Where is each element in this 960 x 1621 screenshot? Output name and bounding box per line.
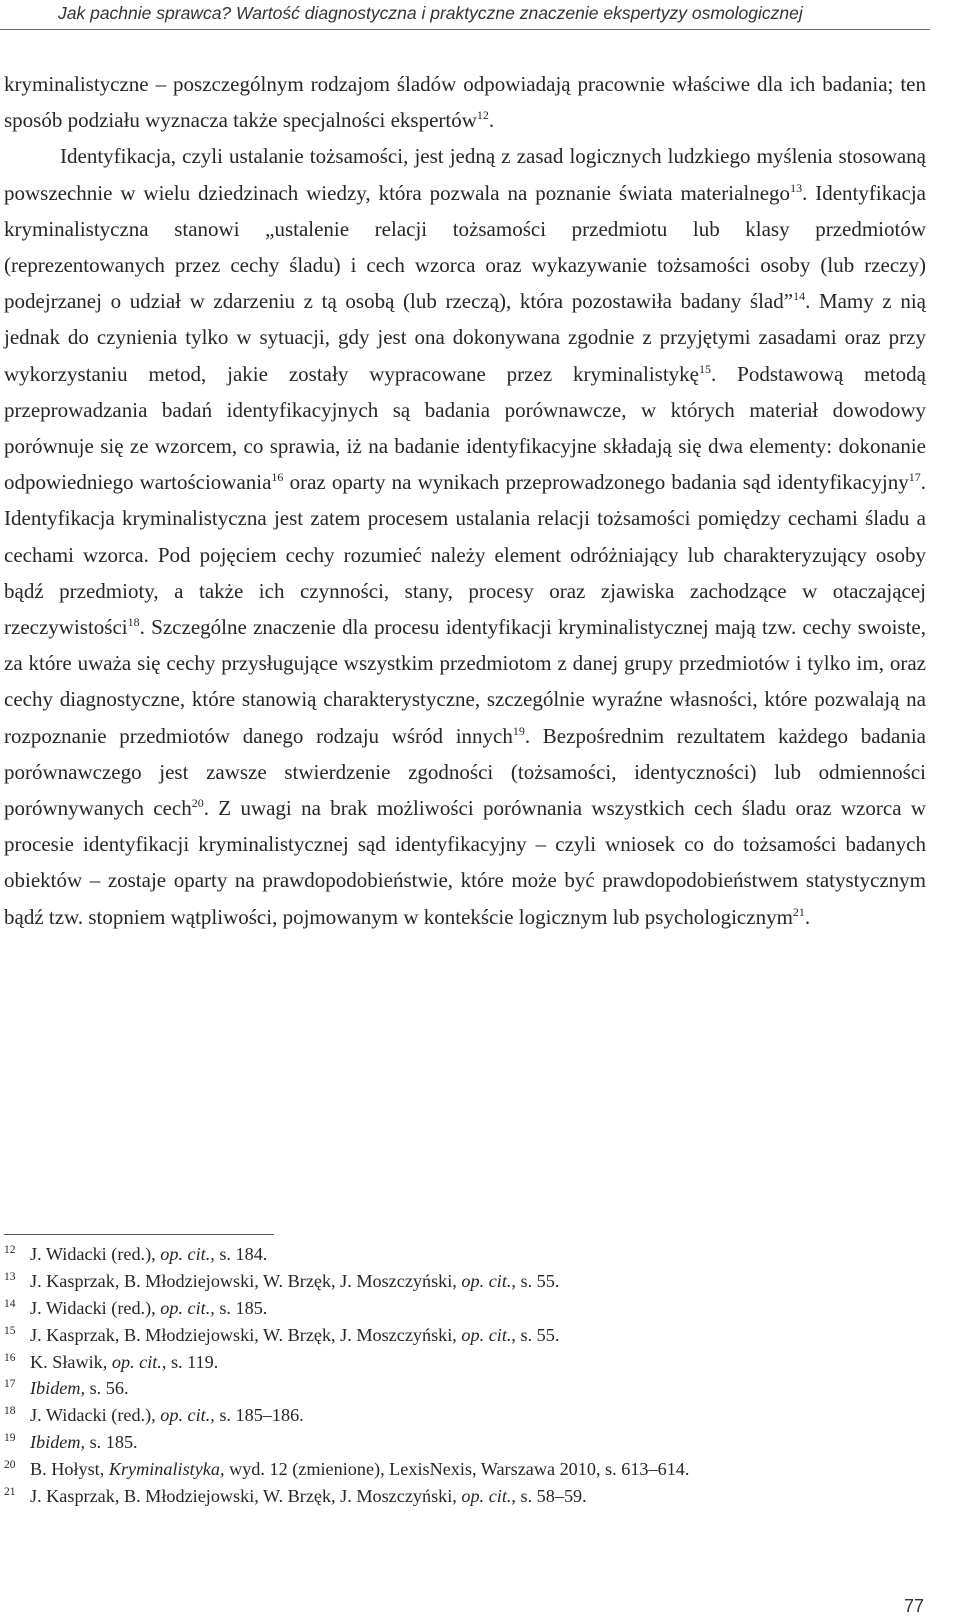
footnotes: [0, 1241, 930, 1510]
paragraph-text: . Podstawową metodą przeprowadzania badań identyfikacyjnych są badania porównawcze, w których materiał dowodowy porównuje się ze wzorcem, co sprawia, iż na badanie identyfikacyjne składają się dwa elementy: dokonanie odpowiedniego wartościowania: [4, 361, 926, 495]
body-text: [4, 66, 926, 935]
footnote: [0, 1241, 930, 1268]
footnote: [0, 1295, 930, 1322]
paragraph-text: . Mamy z nią jednak do czynienia tylko w sytuacji, gdy jest ona dokonywana zgodnie z przyjętymi zasadami oraz przy wykorzystaniu metod, jakie zostały wypracowane przez kryminalistykę: [4, 289, 926, 386]
footnote-ref: 21: [792, 904, 805, 919]
paragraph-main: [4, 138, 926, 934]
footnote-number: 12: [4, 1244, 16, 1256]
footnote: [0, 1456, 930, 1483]
footnote: [0, 1268, 930, 1295]
paragraph-text: . Bezpośrednim rezultatem każdego badania porównawczego jest zawsze stwierdzenie zgodności (tożsamości, identyczności) lub odmienności porównywanych cech: [4, 723, 926, 821]
footnote: [0, 1349, 930, 1376]
footnote-number: 13: [4, 1270, 16, 1283]
footnote-ref: 20: [191, 796, 204, 811]
paragraph-text: . Identyfikacja kryminalistyczna stanowi „ustalenie relacji tożsamości przedmiotu lub klasy przedmiotów (reprezentowanych przez cechy śladu) i cech wzorca oraz wykazywanie tożsamości osoby (lub rzeczy) podejrzanej o udział w zdarzeniu z tą osobą (lub rzeczą), która pozostawiła badany ślad”: [4, 180, 926, 314]
footnote-number: 14: [4, 1297, 16, 1310]
footnote-number: 20: [4, 1459, 16, 1472]
footnote-ref: 19: [512, 723, 525, 738]
footnote-ref: 16: [271, 470, 284, 485]
footnote: [0, 1375, 930, 1402]
paragraph-text: Identyfikacja, czyli ustalanie tożsamości, jest jedną z zasad logicznych ludzkiego myślenia stosowaną powszechnie w wielu dziedzinach wiedzy, która pozwala na poznanie świata materialnego: [4, 144, 926, 205]
footnote-text: J. Widacki (red.), op. cit., s. 185.: [30, 1297, 268, 1318]
footnote-text: J. Widacki (red.), op. cit., s. 184.: [30, 1244, 268, 1264]
footnote-ref: 15: [699, 361, 712, 376]
footnote-text: B. Hołyst, Kryminalistyka, wyd. 12 (zmienione), LexisNexis, Warszawa 2010, s. 613–614.: [30, 1459, 690, 1480]
footnote-separator: [4, 1234, 274, 1235]
footnote-text: J. Kasprzak, B. Młodziejowski, W. Brzęk, J. Moszczyński, op. cit., s. 55.: [30, 1270, 560, 1291]
footnote-ref: 18: [127, 615, 140, 630]
footnote-ref: 13: [790, 180, 803, 195]
footnote-number: 21: [4, 1486, 16, 1499]
footnote-text: J. Kasprzak, B. Młodziejowski, W. Brzęk, J. Moszczyński, op. cit., s. 58–59.: [30, 1486, 587, 1507]
paragraph-text: kryminalistyczne – poszczególnym rodzajom śladów odpowiadają pracownie właściwe dla ich badania; ten sposób podziału wyznacza także specjalności ekspertów: [4, 72, 926, 133]
footnote-text: J. Widacki (red.), op. cit., s. 185–186.: [30, 1405, 304, 1426]
footnote-ref: 14: [793, 289, 806, 304]
footnote-ref: 12: [476, 108, 489, 123]
page-number: 77: [903, 1596, 924, 1616]
footnote: [0, 1402, 930, 1429]
paragraph-continuation: [4, 66, 926, 138]
footnote-text: Ibidem, s. 185.: [30, 1432, 138, 1453]
paragraph-text: . Szczególne znaczenie dla procesu identyfikacji kryminalistycznej mają tzw. cechy swoiste, za które uważa się cechy przysługujące wszystkim przedmiotom z danej grupy przedmiotów i tylko im, oraz cechy diagnostyczne, które stanowią charakterystyczne, szczególnie wyraźne własności, które pozwalają na rozpoznanie przedmiotów danego rodzaju wśród innych: [4, 615, 926, 748]
footnote-number: 17: [4, 1378, 16, 1391]
paragraph-text: . Identyfikacja kryminalistyczna jest zatem procesem ustalania relacji tożsamości pomiędzy cechami śladu a cechami wzorca. Pod pojęciem cechy rozumieć należy element odróżniający lub charakteryzujący osoby bądź przedmioty, a także ich czynności, stany, procesy oraz zjawiska zachodzące w otaczającej rzeczywistości: [4, 470, 926, 640]
paragraph-text: .: [488, 108, 495, 133]
footnote-number: 19: [4, 1432, 16, 1445]
footnote-ref: 17: [908, 470, 921, 485]
footnote-text: J. Kasprzak, B. Młodziejowski, W. Brzęk, J. Moszczyński, op. cit., s. 55.: [30, 1324, 560, 1345]
footnote-number: 15: [4, 1324, 16, 1337]
running-head: Jak pachnie sprawca? Wartość diagnostyczna i praktyczne znaczenie ekspertyzy osmologicznej: [0, 0, 930, 30]
paragraph-text: .: [804, 904, 811, 929]
footnote-number: 16: [4, 1351, 16, 1364]
footnote: [0, 1483, 930, 1510]
paragraph-text: oraz oparty na wynikach przeprowadzonego badania sąd identyfikacyjny: [283, 470, 909, 495]
footnote-text: K. Sławik, op. cit., s. 119.: [30, 1351, 219, 1372]
footnote-number: 18: [4, 1405, 16, 1418]
footnote: [0, 1429, 930, 1456]
footnote: [0, 1322, 930, 1349]
footnote-text: Ibidem, s. 56.: [30, 1378, 129, 1399]
paragraph-text: . Z uwagi na brak możliwości porównania wszystkich cech śladu oraz wzorca w procesie identyfikacji kryminalistycznej sąd identyfikacyjny – czyli wniosek co do tożsamości badanych obiektów – zostaje oparty na prawdopodobieństwie, które może być prawdopodobieństwem statystycznym bądź tzw. stopniem wątpliwości, pojmowanym w kontekście logicznym lub psychologicznym: [4, 796, 926, 929]
